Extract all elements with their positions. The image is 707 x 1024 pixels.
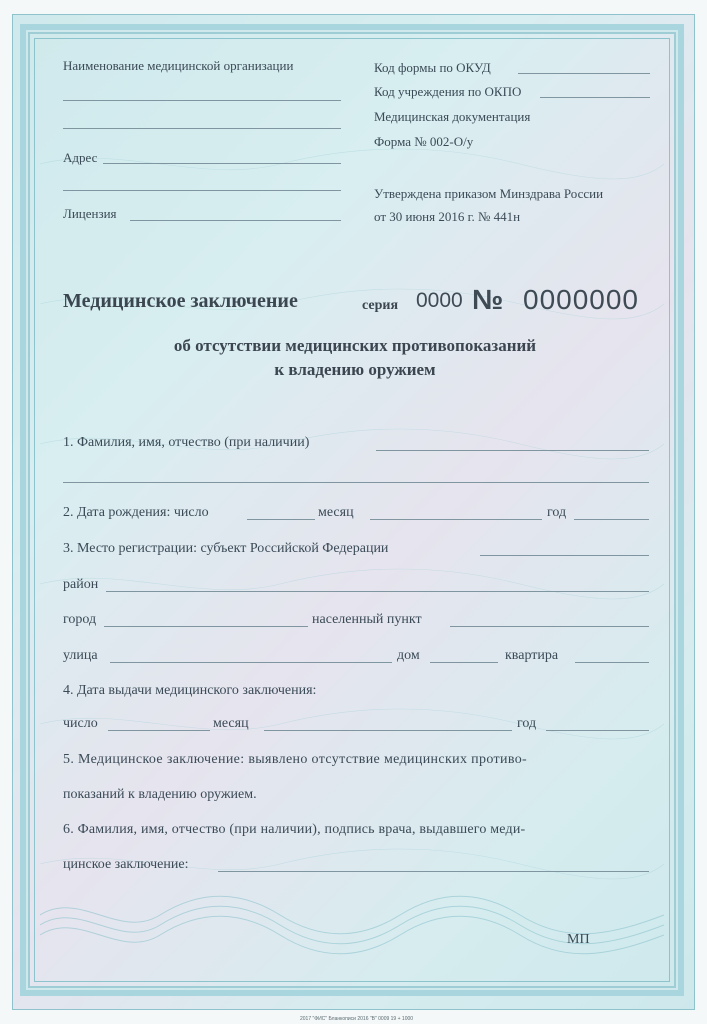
district-label: район bbox=[63, 577, 99, 592]
okpo-label: Код учреждения по ОКПО bbox=[374, 84, 522, 99]
org-name-label: Наименование медицинской организации bbox=[63, 58, 294, 73]
field-6-line-2: цинское заключение: bbox=[63, 857, 189, 872]
form-number: Форма № 002-О/у bbox=[374, 134, 474, 149]
birth-year-line bbox=[574, 519, 649, 520]
issue-month-label: месяц bbox=[213, 716, 249, 731]
issue-month-line bbox=[264, 730, 512, 731]
birth-year-label: год bbox=[547, 505, 567, 520]
med-doc-label: Медицинская документация bbox=[374, 109, 531, 124]
series-number: 0000 bbox=[416, 289, 463, 312]
birth-month-label: месяц bbox=[318, 505, 354, 520]
field-2-label: 2. Дата рождения: число bbox=[63, 505, 209, 520]
field-1-line bbox=[376, 450, 649, 451]
apartment-label: квартира bbox=[505, 648, 559, 663]
subtitle-line-2: к владению оружием bbox=[274, 360, 436, 379]
street-line bbox=[110, 662, 392, 663]
field-4-label: 4. Дата выдачи медицинского заключения: bbox=[63, 683, 317, 698]
city-label: город bbox=[63, 612, 97, 627]
field-1-line-2 bbox=[63, 482, 649, 483]
okpo-line bbox=[540, 97, 650, 98]
field-5-line-2: показаний к владению оружием. bbox=[63, 787, 257, 802]
org-name-line-1 bbox=[63, 100, 341, 101]
print-info: 2017 "ФИС" Бланкописи 2016 "В" 0009 19 + 1000 bbox=[300, 1016, 414, 1022]
house-line bbox=[430, 662, 498, 663]
settlement-line bbox=[450, 626, 649, 627]
okud-label: Код формы по ОКУД bbox=[374, 60, 491, 75]
subtitle-line-1: об отсутствии медицинских противопоказаний bbox=[173, 336, 537, 355]
address-label: Адрес bbox=[63, 150, 98, 165]
field-3-label: 3. Место регистрации: субъект Российской Федерации bbox=[63, 541, 389, 556]
settlement-label: населенный пункт bbox=[312, 612, 422, 627]
field-6-line-1: 6. Фамилия, имя, отчество (при наличии), подпись врача, выдавшего меди- bbox=[63, 822, 526, 837]
approval-line-2: от 30 июня 2016 г. № 441н bbox=[374, 209, 521, 224]
series-label: серия bbox=[362, 298, 399, 313]
document-title: Медицинское заключение bbox=[63, 290, 298, 312]
region-line bbox=[480, 555, 649, 556]
approval-line-1: Утверждена приказом Минздрава России bbox=[374, 186, 604, 201]
issue-year-line bbox=[546, 730, 649, 731]
stamp-place-label: МП bbox=[567, 932, 590, 947]
district-line bbox=[106, 591, 649, 592]
city-line bbox=[104, 626, 308, 627]
license-label: Лицензия bbox=[63, 206, 117, 221]
okud-line bbox=[518, 73, 650, 74]
issue-day-line bbox=[108, 730, 210, 731]
field-5-line-1: 5. Медицинское заключение: выявлено отсутствие медицинских противо- bbox=[63, 752, 528, 767]
doctor-signature-line bbox=[218, 871, 649, 872]
document-number: 0000000 bbox=[523, 284, 640, 315]
apartment-line bbox=[575, 662, 649, 663]
number-sign: № bbox=[472, 284, 504, 315]
org-name-line-2 bbox=[63, 128, 341, 129]
issue-year-label: год bbox=[517, 716, 537, 731]
address-line-1 bbox=[103, 163, 341, 164]
license-line bbox=[130, 220, 341, 221]
birth-day-line bbox=[247, 519, 315, 520]
issue-day-label: число bbox=[63, 716, 98, 731]
street-label: улица bbox=[63, 648, 98, 663]
house-label: дом bbox=[397, 648, 420, 663]
address-line-2 bbox=[63, 190, 341, 191]
birth-month-line bbox=[370, 519, 542, 520]
field-1-label: 1. Фамилия, имя, отчество (при наличии) bbox=[63, 435, 310, 450]
